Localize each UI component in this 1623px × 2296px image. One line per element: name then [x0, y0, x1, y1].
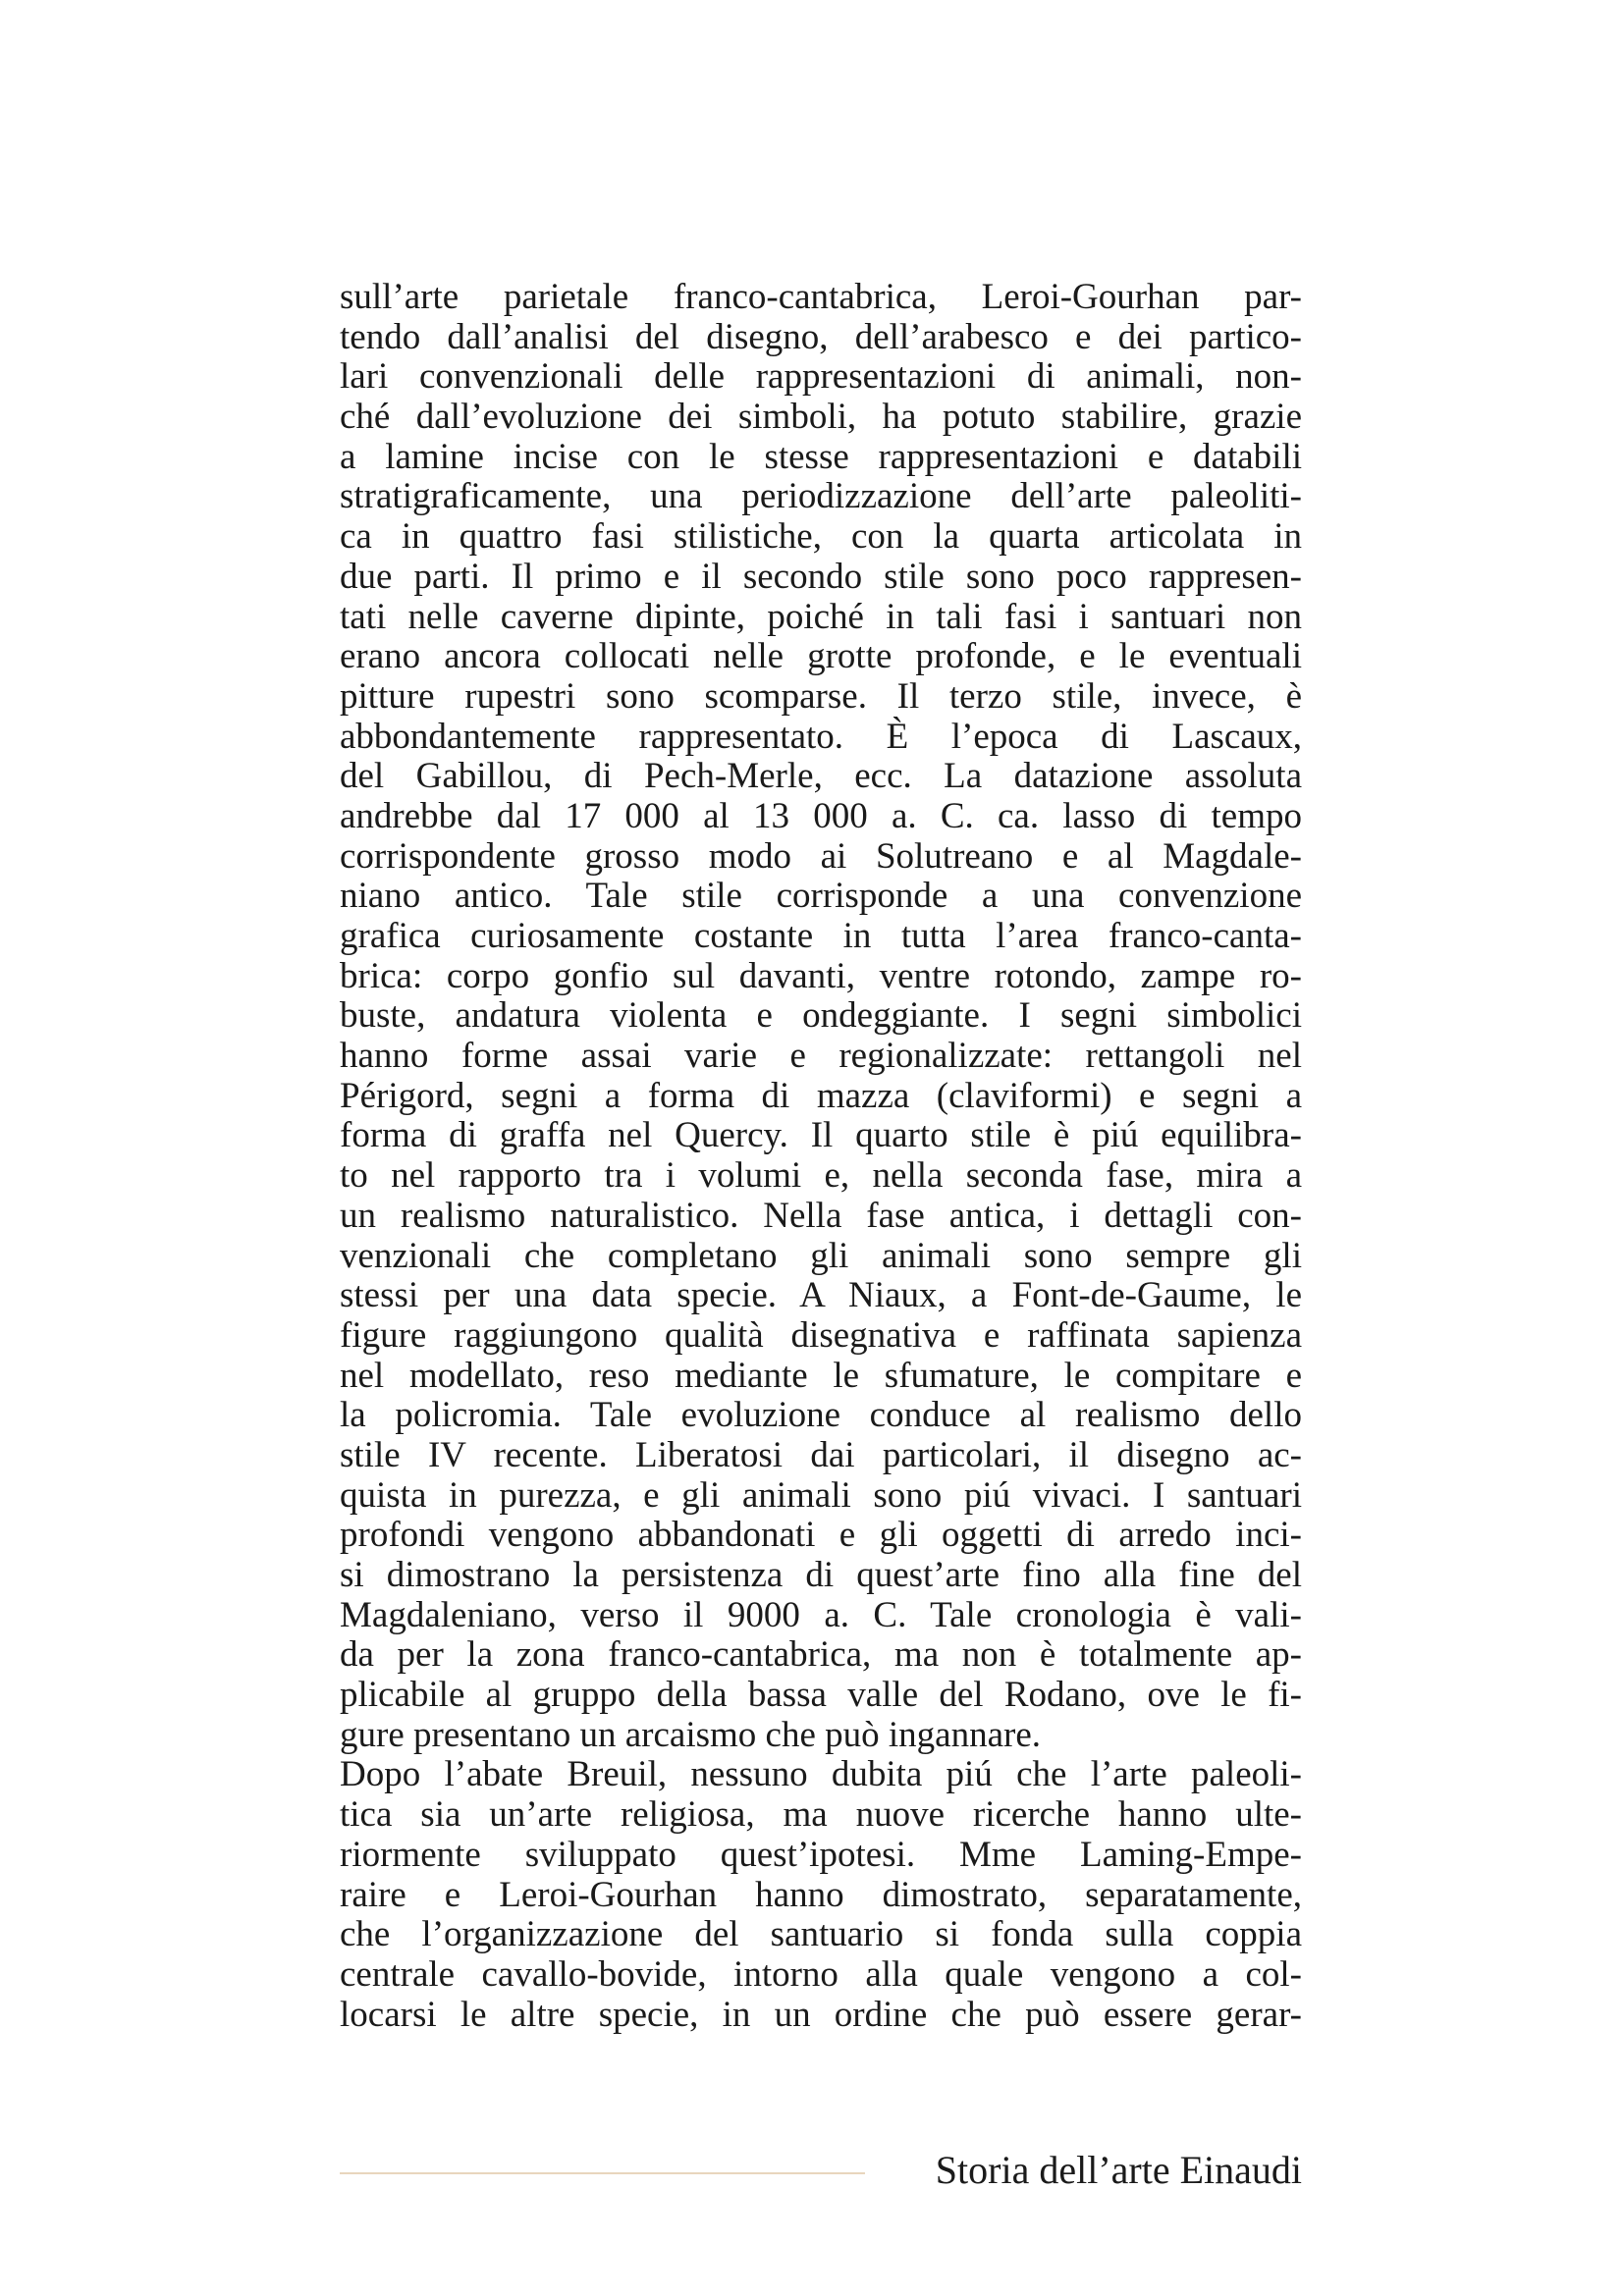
text-line: raire e Leroi-Gourhan hanno dimostrato, separatamente, [340, 1874, 1302, 1915]
footer-title: Storia dell’arte Einaudi [935, 2148, 1302, 2192]
text-line: andrebbe dal 17 000 al 13 000 a. C. ca. lasso di tempo [340, 795, 1302, 836]
text-line: figure raggiungono qualità disegnativa e raffinata sapienza [340, 1314, 1302, 1356]
text-line: hanno forme assai varie e regionalizzate: rettangoli nel [340, 1036, 1302, 1077]
text-line: centrale cavallo-bovide, intorno alla quale vengono a col- [340, 1953, 1302, 1995]
text-line: due parti. Il primo e il secondo stile sono poco rappresen- [340, 556, 1302, 597]
text-line: forma di graffa nel Quercy. Il quarto stile è piú equilibra- [340, 1115, 1302, 1156]
text-line: quista in purezza, e gli animali sono piú vivaci. I santuari [340, 1474, 1302, 1516]
text-line: brica: corpo gonfio sul davanti, ventre rotondo, zampe ro- [340, 955, 1302, 996]
text-line: riormente sviluppato quest’ipotesi. Mme Laming-Empe- [340, 1834, 1302, 1875]
text-line: tica sia un’arte religiosa, ma nuove ricerche hanno ulte- [340, 1794, 1302, 1836]
text-line: to nel rapporto tra i volumi e, nella seconda fase, mira a [340, 1155, 1302, 1197]
text-line: sull’arte parietale franco-cantabrica, Leroi-Gourhan par- [340, 277, 1302, 317]
text-line: la policromia. Tale evoluzione conduce al realismo dello [340, 1395, 1302, 1436]
text-line: venzionali che completano gli animali sono sempre gli [340, 1235, 1302, 1276]
text-line: profondi vengono abbandonati e gli oggetti di arredo inci- [340, 1515, 1302, 1556]
text-line: pitture rupestri sono scomparse. Il terzo stile, invece, è [340, 675, 1302, 717]
body-text [340, 278, 1302, 2035]
text-line: Dopo l’abate Breuil, nessuno dubita piú che l’arte paleoli- [340, 1754, 1302, 1795]
text-line: a lamine incise con le stesse rappresentazioni e databili [340, 436, 1302, 477]
text-line: ca in quattro fasi stilistiche, con la quarta articolata in [340, 516, 1302, 558]
text-line: nel modellato, reso mediante le sfumature, le compitare e [340, 1355, 1302, 1396]
text-line: da per la zona franco-cantabrica, ma non è totalmente ap- [340, 1634, 1302, 1676]
text-line: che l’organizzazione del santuario si fonda sulla coppia [340, 1914, 1302, 1955]
text-line: tati nelle caverne dipinte, poiché in tali fasi i santuari non [340, 596, 1302, 637]
text-line: stile IV recente. Liberatosi dai particolari, il disegno ac- [340, 1434, 1302, 1475]
text-line: grafica curiosamente costante in tutta l’area franco-canta- [340, 916, 1302, 956]
text-line: locarsi le altre specie, in un ordine che può essere gerar- [340, 1994, 1302, 2035]
text-line: ché dall’evoluzione dei simboli, ha potuto stabilire, grazie [340, 397, 1302, 438]
text-line: abbondantemente rappresentato. È l’epoca di Lascaux, [340, 716, 1302, 757]
text-line: stratigraficamente, una periodizzazione dell’arte paleoliti- [340, 476, 1302, 517]
text-line: plicabile al gruppo della bassa valle del Rodano, ove le fi- [340, 1675, 1302, 1716]
text-line: lari convenzionali delle rappresentazioni di animali, non- [340, 356, 1302, 398]
text-line: un realismo naturalistico. Nella fase antica, i dettagli con- [340, 1195, 1302, 1236]
text-line: niano antico. Tale stile corrisponde a una convenzione [340, 876, 1302, 917]
text-line: erano ancora collocati nelle grotte profonde, e le eventuali [340, 636, 1302, 677]
text-line: tendo dall’analisi del disegno, dell’arabesco e dei partico- [340, 316, 1302, 357]
text-line: buste, andatura violenta e ondeggiante. I segni simbolici [340, 995, 1302, 1037]
text-line: si dimostrano la persistenza di quest’arte fino alla fine del [340, 1555, 1302, 1595]
footer-rule [340, 2172, 865, 2174]
text-line: corrispondente grosso modo ai Solutreano e al Magdale- [340, 835, 1302, 877]
text-line: Magdaleniano, verso il 9000 a. C. Tale cronologia è vali- [340, 1594, 1302, 1635]
text-line: stessi per una data specie. A Niaux, a Font-de-Gaume, le [340, 1275, 1302, 1316]
text-line: gure presentano un arcaismo che può ingannare. [340, 1714, 1042, 1755]
text-line: del Gabillou, di Pech-Merle, ecc. La datazione assoluta [340, 756, 1302, 797]
text-line: Périgord, segni a forma di mazza (claviformi) e segni a [340, 1075, 1302, 1116]
